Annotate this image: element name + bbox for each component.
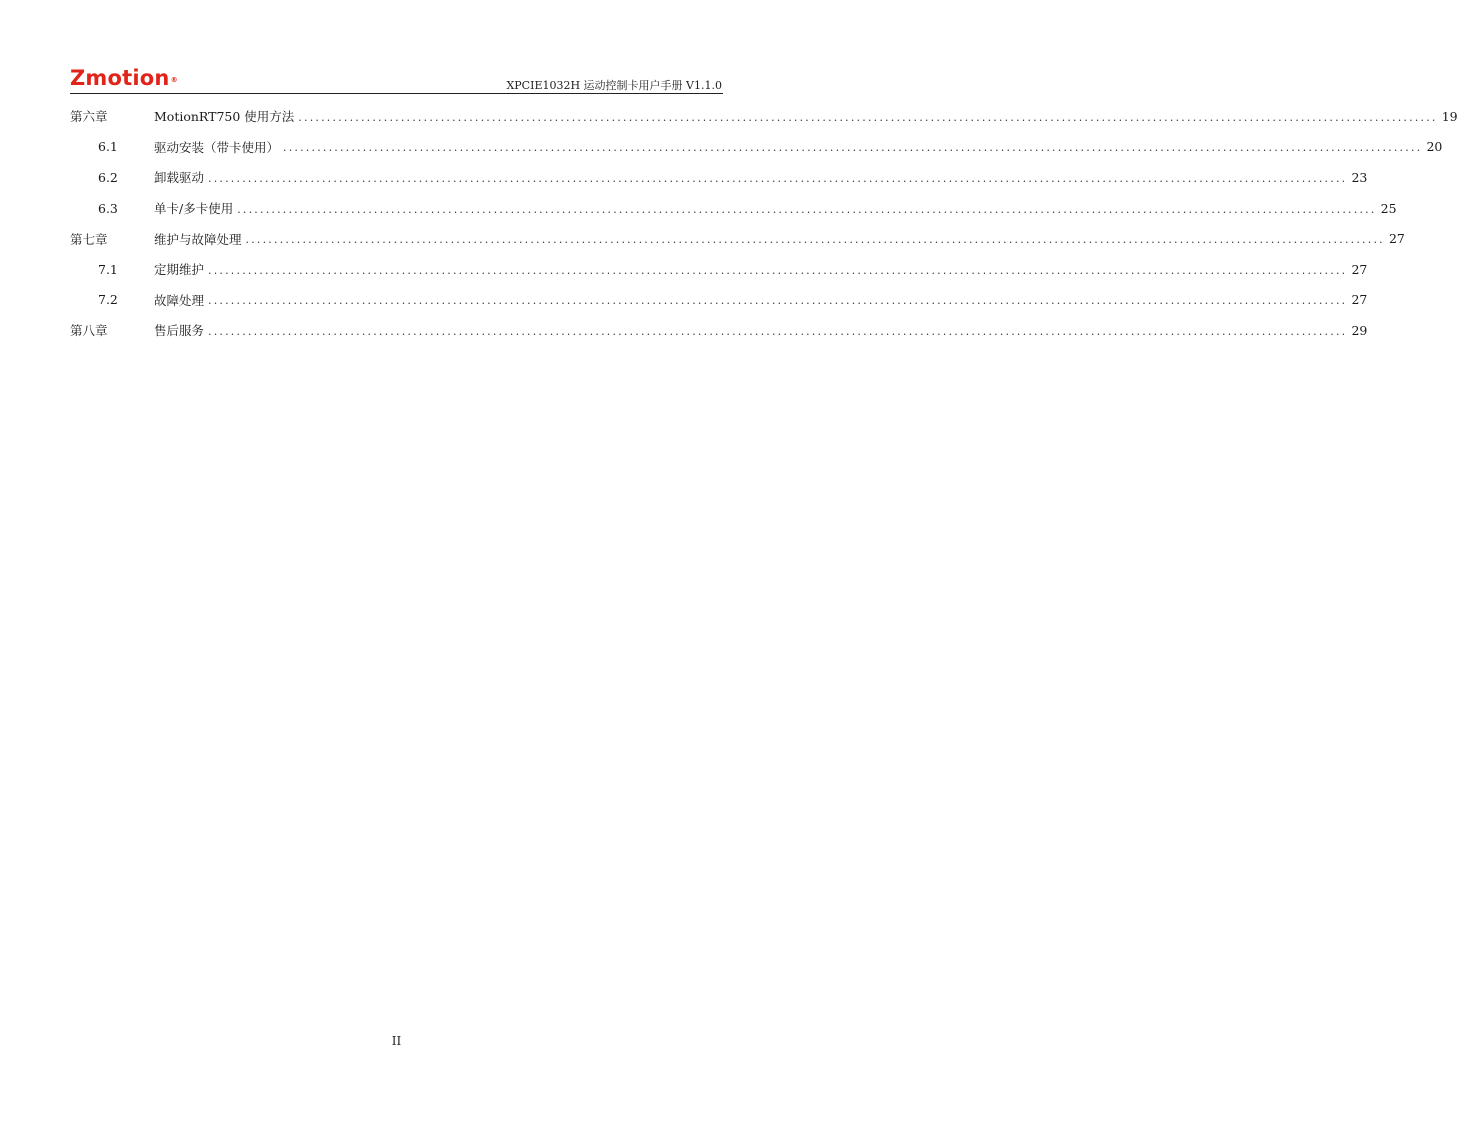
table-of-contents (70, 101, 1458, 346)
toc-dot-leader: ........................................................................................................................................................................................................ (208, 324, 1348, 338)
logo-text: Zmotion (70, 66, 170, 90)
toc-entry-number: 6.2 (98, 169, 118, 185)
toc-dot-leader: ........................................................................................................................................................................................................ (237, 202, 1377, 216)
toc-entry-page: 20 (1426, 139, 1443, 155)
toc-entry[interactable] (70, 132, 1443, 163)
toc-entry-page: 29 (1351, 322, 1368, 338)
toc-entry-title: 驱动安装（带卡使用） (154, 139, 280, 155)
toc-dot-leader: ........................................................................................................................................................................................................ (283, 141, 1423, 155)
header-divider (70, 93, 723, 94)
toc-entry-page: 27 (1351, 292, 1368, 308)
toc-entry[interactable] (70, 223, 1405, 254)
toc-entry-title: 卸载驱动 (154, 170, 205, 186)
page-number: II (391, 1034, 402, 1048)
toc-entry-title: 故障处理 (154, 292, 205, 308)
toc-entry-page: 19 (1441, 108, 1458, 124)
toc-entry[interactable] (70, 285, 1368, 316)
toc-entry-number: 7.2 (98, 292, 118, 308)
toc-entry-number: 7.1 (98, 261, 118, 277)
toc-entry[interactable] (70, 193, 1397, 224)
toc-entry-title: 售后服务 (154, 323, 205, 339)
toc-entry-title: 维护与故障处理 (154, 231, 242, 247)
toc-dot-leader: ........................................................................................................................................................................................................ (208, 263, 1348, 277)
toc-entry[interactable] (70, 101, 1458, 132)
toc-entry-number: 6.1 (98, 139, 118, 155)
toc-entry-title: 定期维护 (154, 262, 205, 278)
toc-entry-title: MotionRT750 使用方法 (154, 109, 295, 125)
toc-dot-leader: ........................................................................................................................................................................................................ (208, 294, 1348, 308)
document-title: XPCIE1032H 运动控制卡用户手册 V1.1.0 (506, 79, 722, 92)
toc-dot-leader: ........................................................................................................................................................................................................ (298, 110, 1438, 124)
toc-entry-page: 27 (1388, 231, 1405, 247)
toc-entry[interactable] (70, 254, 1368, 285)
toc-entry-number: 第六章 (70, 109, 108, 125)
toc-dot-leader: ........................................................................................................................................................................................................ (245, 233, 1385, 247)
toc-entry-number: 第七章 (70, 231, 108, 247)
toc-entry-page: 27 (1351, 261, 1368, 277)
toc-dot-leader: ........................................................................................................................................................................................................ (208, 171, 1348, 185)
toc-entry-number: 第八章 (70, 323, 108, 339)
toc-entry[interactable] (70, 162, 1368, 193)
toc-entry[interactable] (70, 315, 1368, 346)
toc-entry-page: 25 (1380, 200, 1397, 216)
toc-entry-number: 6.3 (98, 200, 118, 216)
toc-entry-page: 23 (1351, 169, 1368, 185)
zmotion-logo (70, 66, 178, 90)
registered-mark: ® (170, 76, 178, 84)
toc-entry-title: 单卡/多卡使用 (154, 201, 234, 217)
